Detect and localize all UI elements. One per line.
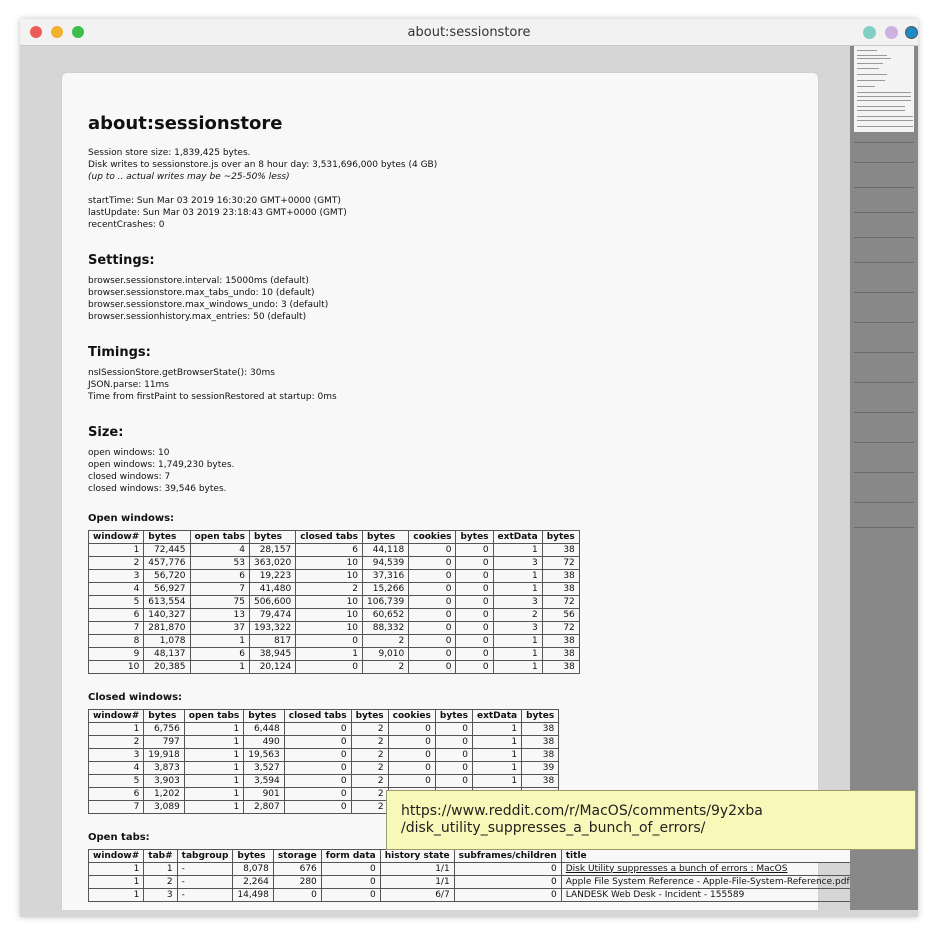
table-cell: 38 xyxy=(542,635,579,648)
table-row xyxy=(89,889,851,902)
table-cell: 1,078 xyxy=(144,635,190,648)
table-row xyxy=(89,736,559,749)
table-cell: 38 xyxy=(522,723,559,736)
minimap-visible-region[interactable] xyxy=(854,46,914,132)
timing-line: nsISessionStore.getBrowserState(): 30ms xyxy=(88,368,275,378)
table-cell: 79,474 xyxy=(249,609,295,622)
table-cell: 0 xyxy=(409,661,456,674)
column-header: bytes xyxy=(435,710,472,723)
table-cell: 2 xyxy=(351,775,388,788)
table-cell: 0 xyxy=(409,635,456,648)
table-cell: 2 xyxy=(89,736,144,749)
table-cell: 2 xyxy=(351,801,388,814)
table-cell: 0 xyxy=(321,889,380,902)
table-cell: 0 xyxy=(321,863,380,876)
table-cell: 56,720 xyxy=(144,570,190,583)
summary-line: Session store size: 1,839,425 bytes. xyxy=(88,148,251,158)
size-line: open windows: 1,749,230 bytes. xyxy=(88,460,235,470)
timings-heading: Timings: xyxy=(88,345,151,360)
table-cell: 6 xyxy=(190,648,249,661)
table-cell: 506,600 xyxy=(249,596,295,609)
column-header: extData xyxy=(493,531,542,544)
table-row xyxy=(89,544,580,557)
table-cell: 817 xyxy=(249,635,295,648)
table-cell: 38 xyxy=(542,570,579,583)
column-header: open tabs xyxy=(190,531,249,544)
table-cell: 38 xyxy=(522,775,559,788)
table-row xyxy=(89,749,559,762)
table-cell: 1 xyxy=(190,661,249,674)
table-row xyxy=(89,583,580,596)
table-cell: 8,078 xyxy=(233,863,274,876)
table-cell: 2 xyxy=(351,723,388,736)
table-cell: 1 xyxy=(89,544,144,557)
table-row xyxy=(89,762,559,775)
table-cell: 6 xyxy=(89,788,144,801)
extension-icon-lilac[interactable] xyxy=(885,26,898,39)
table-cell: 0 xyxy=(456,622,493,635)
table-cell: 1 xyxy=(472,762,521,775)
table-cell: 0 xyxy=(284,788,351,801)
table-cell: 1 xyxy=(89,876,144,889)
table-cell: 38,945 xyxy=(249,648,295,661)
table-cell: 14,498 xyxy=(233,889,274,902)
table-cell: 1 xyxy=(184,788,243,801)
column-header: bytes xyxy=(233,850,274,863)
table-cell: 2 xyxy=(351,749,388,762)
table-cell: 2 xyxy=(89,557,144,570)
table-row xyxy=(89,570,580,583)
table-cell: 5 xyxy=(89,596,144,609)
table-cell: 0 xyxy=(284,723,351,736)
table-row xyxy=(89,723,559,736)
table-cell: 38 xyxy=(542,544,579,557)
table-cell: 1,202 xyxy=(144,788,185,801)
table-cell: 1 xyxy=(89,863,144,876)
table-cell: 10 xyxy=(296,609,363,622)
table-cell: - xyxy=(177,876,233,889)
table-cell: 0 xyxy=(435,762,472,775)
table-cell: 6 xyxy=(89,609,144,622)
table-cell: 60,652 xyxy=(363,609,409,622)
table-header-row xyxy=(89,850,851,863)
table-cell: 3 xyxy=(89,749,144,762)
closed-windows-heading: Closed windows: xyxy=(88,692,183,703)
column-header: window# xyxy=(89,531,144,544)
table-cell: 19,918 xyxy=(144,749,185,762)
table-cell: 4 xyxy=(89,762,144,775)
table-cell: 363,020 xyxy=(249,557,295,570)
time-line: startTime: Sun Mar 03 2019 16:30:20 GMT+0000 (GMT) xyxy=(88,196,341,206)
table-row xyxy=(89,661,580,674)
table-cell: 6 xyxy=(296,544,363,557)
table-cell: 2 xyxy=(363,661,409,674)
table-cell: 15,266 xyxy=(363,583,409,596)
table-cell: 1 xyxy=(89,889,144,902)
column-header: cookies xyxy=(388,710,435,723)
open-windows-table xyxy=(88,530,580,674)
table-cell: 3 xyxy=(144,889,177,902)
table-cell: 6,756 xyxy=(144,723,185,736)
table-cell: 3 xyxy=(493,622,542,635)
column-header: bytes xyxy=(522,710,559,723)
table-cell: 3,873 xyxy=(144,762,185,775)
table-cell: 6/7 xyxy=(380,889,454,902)
column-header: bytes xyxy=(363,531,409,544)
table-cell: 0 xyxy=(409,544,456,557)
table-cell: 0 xyxy=(456,583,493,596)
table-cell: 0 xyxy=(409,622,456,635)
table-cell: 4 xyxy=(190,544,249,557)
window-title: about:sessionstore xyxy=(407,25,531,40)
table-cell: 0 xyxy=(456,635,493,648)
table-cell: 53 xyxy=(190,557,249,570)
table-cell: 48,137 xyxy=(144,648,190,661)
open-windows-heading: Open windows: xyxy=(88,513,175,524)
table-cell: 0 xyxy=(409,570,456,583)
column-header: subframes/children xyxy=(454,850,561,863)
column-header: bytes xyxy=(351,710,388,723)
table-cell: 8 xyxy=(89,635,144,648)
table-cell: 3,594 xyxy=(244,775,285,788)
table-cell: 9,010 xyxy=(363,648,409,661)
page-card xyxy=(61,72,850,910)
table-cell: 37 xyxy=(190,622,249,635)
page-viewport xyxy=(28,46,850,910)
column-header: bytes xyxy=(542,531,579,544)
table-cell: 0 xyxy=(435,723,472,736)
table-cell: 38 xyxy=(542,648,579,661)
table-cell: 10 xyxy=(296,570,363,583)
table-cell: 39 xyxy=(522,762,559,775)
page-title: about:sessionstore xyxy=(88,113,283,134)
summary-line: Disk writes to sessionstore.js over an 8 hour day: 3,531,696,000 bytes (4 GB) xyxy=(88,160,438,170)
table-cell: 7 xyxy=(89,801,144,814)
table-cell: 0 xyxy=(296,635,363,648)
table-cell: 0 xyxy=(388,775,435,788)
table-cell: 0 xyxy=(409,557,456,570)
table-row xyxy=(89,648,580,661)
table-cell: 1/1 xyxy=(380,863,454,876)
column-header: bytes xyxy=(249,531,295,544)
table-cell: 0 xyxy=(409,609,456,622)
table-cell: 1 xyxy=(296,648,363,661)
size-heading: Size: xyxy=(88,425,124,440)
table-cell: 3,089 xyxy=(144,801,185,814)
column-header: storage xyxy=(273,850,321,863)
table-cell: 0 xyxy=(456,570,493,583)
column-header: bytes xyxy=(244,710,285,723)
timing-line: JSON.parse: 11ms xyxy=(88,380,169,390)
column-header: closed tabs xyxy=(296,531,363,544)
column-header: bytes xyxy=(144,710,185,723)
settings-heading: Settings: xyxy=(88,253,155,268)
page-content xyxy=(88,113,850,902)
table-cell: 13 xyxy=(190,609,249,622)
table-cell: 1 xyxy=(184,801,243,814)
table-cell: 7 xyxy=(89,622,144,635)
table-cell: 41,480 xyxy=(249,583,295,596)
table-cell: 2 xyxy=(493,609,542,622)
table-cell: 0 xyxy=(454,876,561,889)
table-cell: 0 xyxy=(456,557,493,570)
table-cell: 1 xyxy=(472,736,521,749)
column-header: tabgroup xyxy=(177,850,233,863)
column-header: history state xyxy=(380,850,454,863)
table-cell: 2 xyxy=(363,635,409,648)
table-cell: 0 xyxy=(273,889,321,902)
table-cell: 1 xyxy=(493,661,542,674)
table-cell: 2 xyxy=(144,876,177,889)
table-cell: 0 xyxy=(454,863,561,876)
table-row xyxy=(89,775,559,788)
column-header: extData xyxy=(472,710,521,723)
column-header: window# xyxy=(89,850,144,863)
setting-line: browser.sessionstore.interval: 15000ms (default) xyxy=(88,276,309,286)
table-cell: 0 xyxy=(388,723,435,736)
table-cell: 72 xyxy=(542,622,579,635)
table-row xyxy=(89,635,580,648)
time-line: lastUpdate: Sun Mar 03 2019 23:18:43 GMT+0000 (GMT) xyxy=(88,208,347,218)
table-cell: 4 xyxy=(89,583,144,596)
table-cell: 193,322 xyxy=(249,622,295,635)
column-header: title xyxy=(561,850,850,863)
summary-note: (up to .. actual writes may be ~25-50% less) xyxy=(88,172,290,182)
tab-title-link[interactable]: LANDESK Web Desk - Incident - 155589 xyxy=(561,889,850,902)
open-tabs-heading: Open tabs: xyxy=(88,832,150,843)
table-cell: 490 xyxy=(244,736,285,749)
column-header: open tabs xyxy=(184,710,243,723)
table-cell: 0 xyxy=(284,736,351,749)
table-cell: 10 xyxy=(296,557,363,570)
table-row xyxy=(89,557,580,570)
table-cell: 2,807 xyxy=(244,801,285,814)
table-cell: 3,903 xyxy=(144,775,185,788)
table-cell: - xyxy=(177,863,233,876)
tooltip-url-line1: https://www.reddit.com/r/MacOS/comments/9y2xba xyxy=(401,803,763,819)
table-cell: 7 xyxy=(190,583,249,596)
table-cell: 0 xyxy=(409,648,456,661)
table-cell: 0 xyxy=(454,889,561,902)
extension-icon-blue[interactable] xyxy=(905,26,918,39)
table-cell: 1 xyxy=(184,749,243,762)
column-header: window# xyxy=(89,710,144,723)
page-minimap-scrollbar[interactable] xyxy=(850,46,918,910)
table-cell: 3 xyxy=(493,596,542,609)
table-cell: 88,332 xyxy=(363,622,409,635)
table-cell: 1 xyxy=(184,762,243,775)
table-cell: 1 xyxy=(184,736,243,749)
table-cell: 2 xyxy=(351,788,388,801)
table-cell: 280 xyxy=(273,876,321,889)
table-cell: 0 xyxy=(284,749,351,762)
title-bar xyxy=(20,19,918,46)
link-url-tooltip xyxy=(386,790,916,850)
table-cell: 0 xyxy=(321,876,380,889)
setting-line: browser.sessionhistory.max_entries: 50 (default) xyxy=(88,312,307,322)
table-cell: 20,124 xyxy=(249,661,295,674)
setting-line: browser.sessionstore.max_windows_undo: 3 (default) xyxy=(88,300,329,310)
tooltip-url-line2: /disk_utility_suppresses_a_bunch_of_errors/ xyxy=(401,820,706,836)
table-cell: 10 xyxy=(296,622,363,635)
size-line: closed windows: 39,546 bytes. xyxy=(88,484,227,494)
table-cell: 10 xyxy=(89,661,144,674)
table-cell: 1 xyxy=(493,570,542,583)
table-cell: 38 xyxy=(522,736,559,749)
table-cell: 457,776 xyxy=(144,557,190,570)
table-cell: 72 xyxy=(542,596,579,609)
table-cell: 3 xyxy=(89,570,144,583)
table-cell: 106,739 xyxy=(363,596,409,609)
table-cell: 72,445 xyxy=(144,544,190,557)
table-cell: 1 xyxy=(472,723,521,736)
table-cell: 44,118 xyxy=(363,544,409,557)
table-cell: 140,327 xyxy=(144,609,190,622)
table-cell: 94,539 xyxy=(363,557,409,570)
column-header: form data xyxy=(321,850,380,863)
table-header-row xyxy=(89,531,580,544)
column-header: closed tabs xyxy=(284,710,351,723)
table-cell: 613,554 xyxy=(144,596,190,609)
timing-line: Time from firstPaint to sessionRestored at startup: 0ms xyxy=(88,392,337,402)
table-cell: 0 xyxy=(388,736,435,749)
table-cell: 1 xyxy=(190,635,249,648)
table-cell: 19,563 xyxy=(244,749,285,762)
table-cell: 1 xyxy=(493,544,542,557)
size-line: closed windows: 7 xyxy=(88,472,171,482)
extension-icon-teal[interactable] xyxy=(863,26,876,39)
table-cell: 0 xyxy=(284,801,351,814)
table-cell: 2 xyxy=(351,762,388,775)
table-cell: 0 xyxy=(435,775,472,788)
table-cell: 1 xyxy=(472,775,521,788)
table-cell: - xyxy=(177,889,233,902)
table-cell: 38 xyxy=(522,749,559,762)
table-cell: 1 xyxy=(144,863,177,876)
column-header: cookies xyxy=(409,531,456,544)
table-cell: 38 xyxy=(542,583,579,596)
table-row xyxy=(89,596,580,609)
column-header: bytes xyxy=(144,531,190,544)
table-cell: 901 xyxy=(244,788,285,801)
table-cell: 20,385 xyxy=(144,661,190,674)
table-header-row xyxy=(89,710,559,723)
size-line: open windows: 10 xyxy=(88,448,170,458)
table-cell: 37,316 xyxy=(363,570,409,583)
table-cell: 0 xyxy=(284,775,351,788)
table-cell: 2,264 xyxy=(233,876,274,889)
table-cell: 3 xyxy=(493,557,542,570)
browser-window xyxy=(20,19,918,917)
minimap-rows xyxy=(850,132,918,532)
table-cell: 676 xyxy=(273,863,321,876)
table-cell: 3,527 xyxy=(244,762,285,775)
table-cell: 0 xyxy=(456,544,493,557)
table-cell: 0 xyxy=(435,736,472,749)
tab-title-link[interactable]: Apple File System Reference - Apple-File-System-Reference.pdf xyxy=(561,876,850,889)
column-header: tab# xyxy=(144,850,177,863)
table-cell: 0 xyxy=(456,609,493,622)
table-cell: 1 xyxy=(184,723,243,736)
table-cell: 0 xyxy=(409,583,456,596)
table-cell: 281,870 xyxy=(144,622,190,635)
table-cell: 0 xyxy=(456,648,493,661)
table-cell: 797 xyxy=(144,736,185,749)
table-cell: 1/1 xyxy=(380,876,454,889)
table-cell: 56 xyxy=(542,609,579,622)
table-cell: 0 xyxy=(435,749,472,762)
column-header: bytes xyxy=(456,531,493,544)
table-cell: 1 xyxy=(184,775,243,788)
table-cell: 5 xyxy=(89,775,144,788)
table-cell: 0 xyxy=(388,749,435,762)
table-row xyxy=(89,863,851,876)
table-cell: 28,157 xyxy=(249,544,295,557)
table-cell: 1 xyxy=(493,635,542,648)
table-cell: 1 xyxy=(493,583,542,596)
table-cell: 6,448 xyxy=(244,723,285,736)
table-cell: 0 xyxy=(388,762,435,775)
time-line: recentCrashes: 0 xyxy=(88,220,165,230)
table-cell: 72 xyxy=(542,557,579,570)
table-cell: 0 xyxy=(456,596,493,609)
table-cell: 2 xyxy=(351,736,388,749)
table-cell: 10 xyxy=(296,596,363,609)
table-cell: 0 xyxy=(456,661,493,674)
table-cell: 38 xyxy=(542,661,579,674)
table-cell: 1 xyxy=(89,723,144,736)
tab-title-link[interactable]: Disk Utility suppresses a bunch of errors : MacOS xyxy=(561,863,850,876)
table-cell: 19,223 xyxy=(249,570,295,583)
table-row xyxy=(89,876,851,889)
table-cell: 1 xyxy=(472,749,521,762)
table-cell: 0 xyxy=(296,661,363,674)
table-row xyxy=(89,622,580,635)
table-cell: 9 xyxy=(89,648,144,661)
table-row xyxy=(89,609,580,622)
table-cell: 0 xyxy=(284,762,351,775)
table-cell: 0 xyxy=(409,596,456,609)
setting-line: browser.sessionstore.max_tabs_undo: 10 (default) xyxy=(88,288,315,298)
table-cell: 6 xyxy=(190,570,249,583)
table-cell: 56,927 xyxy=(144,583,190,596)
table-cell: 1 xyxy=(493,648,542,661)
open-tabs-table xyxy=(88,849,850,902)
table-cell: 75 xyxy=(190,596,249,609)
table-cell: 2 xyxy=(296,583,363,596)
